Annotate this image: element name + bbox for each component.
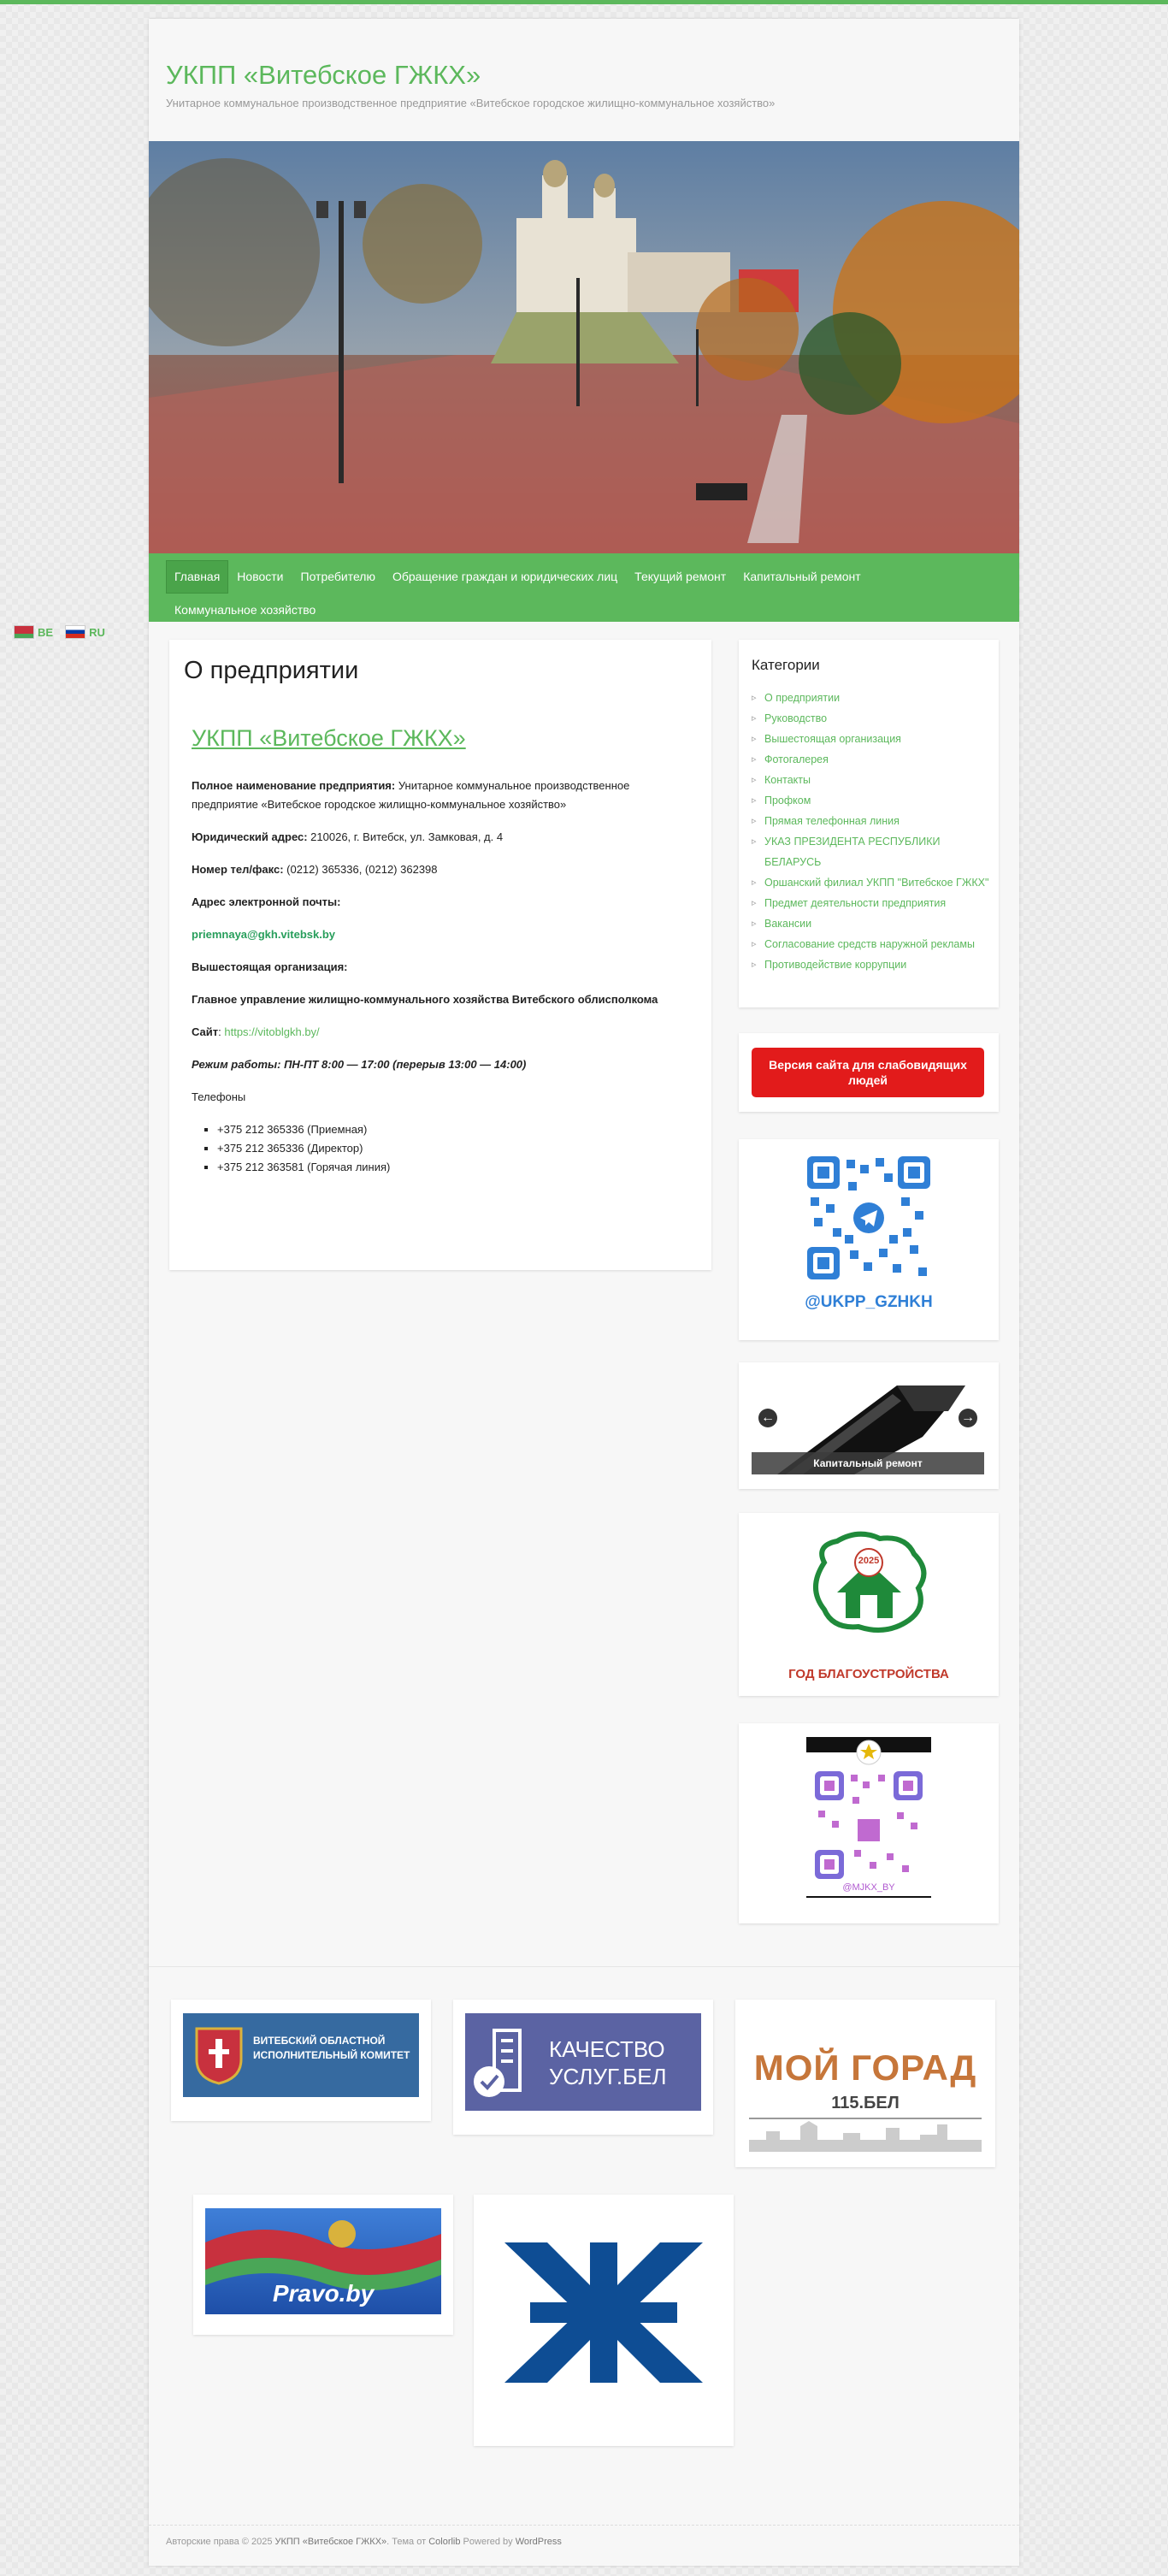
top-accent-bar [0, 0, 1168, 4]
language-switcher [14, 625, 105, 639]
parent-paragraph [192, 990, 687, 1009]
header-image [149, 141, 1019, 553]
full-name-value: Унитарное коммунальное производственное предприятие «Витебское городское жилищно-коммунальное хозяйство» [192, 779, 630, 811]
categories-widget [739, 640, 999, 1007]
year-of-improvement-widget [739, 1513, 999, 1696]
site-paragraph [192, 1023, 687, 1042]
accessibility-version-button[interactable]: Версия сайта для слабовидящих людей [752, 1048, 984, 1097]
zhkh-logo-icon [504, 2242, 703, 2383]
parent-label-paragraph [192, 958, 687, 977]
working-hours: Режим работы: ПН-ПТ 8:00 — 17:00 (перерыв 13:00 — 14:00) [192, 1058, 527, 1071]
copyright-site-link[interactable]: УКПП «Витебское ГЖКХ» [274, 2537, 387, 2547]
page-title: О предприятии [184, 657, 359, 684]
copyright-text [166, 2537, 562, 2547]
category-link[interactable]: ▹ Предмет деятельности предприятия [752, 893, 991, 913]
parent-label: Вышестоящая организация: [192, 960, 348, 973]
lang-ru-label: RU [89, 625, 105, 639]
image-slider [752, 1377, 984, 1474]
year-of-improvement-logo[interactable] [799, 1528, 939, 1665]
category-link[interactable]: ▹ Вышестоящая организация [752, 729, 991, 749]
category-link[interactable]: ▹ Прямая телефонная линия [752, 811, 991, 831]
site-url-link[interactable]: https://vitoblgkh.by/ [224, 1025, 320, 1038]
site-colon: : [218, 1025, 225, 1038]
slider-widget [739, 1362, 999, 1489]
kachestvo-line1: КАЧЕСТВО [549, 2036, 665, 2062]
nav-item-utilities[interactable]: Коммунальное хозяйство [174, 603, 316, 617]
full-name-label: Полное наименование предприятия: [192, 779, 396, 792]
telegram-handle[interactable]: @UKPP_GZHKH [805, 1293, 933, 1311]
copyright-prefix: Авторские права © 2025 [166, 2537, 275, 2547]
category-link[interactable]: ▹ Контакты [752, 770, 991, 790]
category-link[interactable]: ▹ Оршанский филиал УКПП "Витебское ГЖКХ" [752, 872, 991, 893]
partner-pravo-banner[interactable] [193, 2195, 453, 2335]
city-skyline-icon [749, 2118, 982, 2152]
partner-oblast-banner[interactable] [171, 2000, 431, 2121]
copyright-divider [149, 2525, 1019, 2526]
email-link[interactable]: priemnaya@gkh.vitebsk.by [192, 928, 336, 941]
email-paragraph [192, 925, 687, 944]
partner-moy-gorad-banner[interactable] [735, 2000, 995, 2167]
kachestvo-text [549, 2035, 667, 2090]
moy-gorad-subtitle: 115.БЕЛ [831, 2094, 900, 2112]
list-item: ▪ +375 212 365336 (Директор) [217, 1139, 687, 1158]
category-link[interactable]: ▹ Профком [752, 790, 991, 811]
mjkx-handle[interactable]: @MJKX_BY [842, 1882, 895, 1893]
kachestvo-banner-bg [465, 2013, 701, 2111]
parent-value: Главное управление жилищно-коммунального хозяйства Витебского облисполкома [192, 993, 658, 1006]
category-link[interactable]: ▹ Согласование средств наружной рекламы [752, 934, 991, 954]
kachestvo-line2: УСЛУГ.БЕЛ [549, 2064, 667, 2089]
article-content [192, 725, 687, 1177]
slider-caption[interactable]: Капитальный ремонт [752, 1452, 984, 1474]
slider-next-arrow-icon[interactable]: → [959, 1409, 977, 1427]
site-label: Сайт [192, 1025, 219, 1038]
page-container [149, 19, 1019, 2566]
year-badge: 2025 [858, 1556, 880, 1566]
full-name-paragraph [192, 777, 687, 814]
partner-zhkh-logo[interactable] [474, 2195, 734, 2446]
category-link[interactable]: ▹ Руководство [752, 708, 991, 729]
article-heading-link[interactable]: УКПП «Витебское ГЖКХ» [192, 725, 466, 751]
accessibility-widget [739, 1033, 999, 1112]
theme-author-link[interactable]: Colorlib [428, 2537, 461, 2547]
slider-prev-arrow-icon[interactable]: ← [758, 1409, 777, 1427]
phone-paragraph [192, 860, 687, 879]
year-caption: ГОД БЛАГОУСТРОЙСТВА [788, 1667, 949, 1681]
belarus-flag-icon [14, 625, 34, 639]
nav-item-current-repair[interactable]: Текущий ремонт [634, 570, 727, 583]
main-content-card [169, 640, 711, 1270]
oblast-banner-bg [183, 2013, 419, 2097]
phones-list [192, 1120, 687, 1177]
mjkx-qr-code[interactable] [806, 1737, 931, 1900]
category-link[interactable]: ▹ О предприятии [752, 688, 991, 708]
main-navigation [149, 553, 1019, 622]
moy-gorad-title: МОЙ ГОРАД [753, 2047, 977, 2088]
footer-divider [149, 1966, 1019, 1967]
wordpress-link[interactable]: WordPress [515, 2537, 562, 2547]
phone-value: (0212) 365336, (0212) 362398 [283, 863, 438, 876]
category-link[interactable]: ▹ Противодействие коррупции [752, 954, 991, 975]
address-paragraph [192, 828, 687, 847]
nav-item-capital-repair[interactable]: Капитальный ремонт [743, 570, 861, 583]
phones-label: Телефоны [192, 1090, 246, 1103]
telegram-qr-code[interactable] [807, 1156, 930, 1279]
site-title[interactable]: УКПП «Витебское ГЖКХ» [166, 60, 481, 90]
email-label: Адрес электронной почты: [192, 895, 341, 908]
copyright-powered-text: Powered by [460, 2537, 516, 2547]
list-item: ▪ +375 212 363581 (Горячая линия) [217, 1158, 687, 1177]
hours-paragraph [192, 1055, 687, 1074]
email-label-paragraph [192, 893, 687, 912]
mjkx-qr-widget [739, 1723, 999, 1923]
coat-of-arms-icon [193, 2025, 245, 2085]
oblast-banner-text: ВИТЕБСКИЙ ОБЛАСТНОЙ ИСПОЛНИТЕЛЬНЫЙ КОМИТЕТ [253, 2035, 410, 2061]
list-item: ▪ +375 212 365336 (Приемная) [217, 1120, 687, 1139]
nav-item-home[interactable]: Главная [166, 560, 228, 594]
categories-title: Категории [752, 657, 820, 673]
category-link[interactable]: ▹ УКАЗ ПРЕЗИДЕНТА РЕСПУБЛИКИ БЕЛАРУСЬ [752, 831, 991, 872]
nav-item-consumer[interactable]: Потребителю [300, 570, 375, 583]
nav-item-news[interactable]: Новости [237, 570, 284, 583]
copyright-theme-text: . Тема от [386, 2537, 429, 2547]
article-heading [192, 725, 687, 751]
partner-kachestvo-banner[interactable] [453, 2000, 713, 2135]
address-value: 210026, г. Витебск, ул. Замковая, д. 4 [307, 830, 504, 843]
category-link[interactable]: ▹ Вакансии [752, 913, 991, 934]
lang-be-label: BE [38, 625, 54, 639]
russia-flag-icon [65, 625, 86, 639]
site-description: Унитарное коммунальное производственное предприятие «Витебское городское жилищно-коммунальное хозяйство» [166, 97, 776, 109]
nav-item-appeals[interactable]: Обращение граждан и юридических лиц [392, 570, 618, 583]
pravo-label: Pravo.by [272, 2280, 375, 2307]
telegram-qr-widget [739, 1139, 999, 1340]
lang-be-link[interactable] [14, 625, 53, 639]
address-label: Юридический адрес: [192, 830, 308, 843]
category-link[interactable]: ▹ Фотогалерея [752, 749, 991, 770]
lang-ru-link[interactable] [65, 625, 105, 639]
phone-label: Номер тел/факс: [192, 863, 284, 876]
building-check-icon [469, 2025, 537, 2102]
